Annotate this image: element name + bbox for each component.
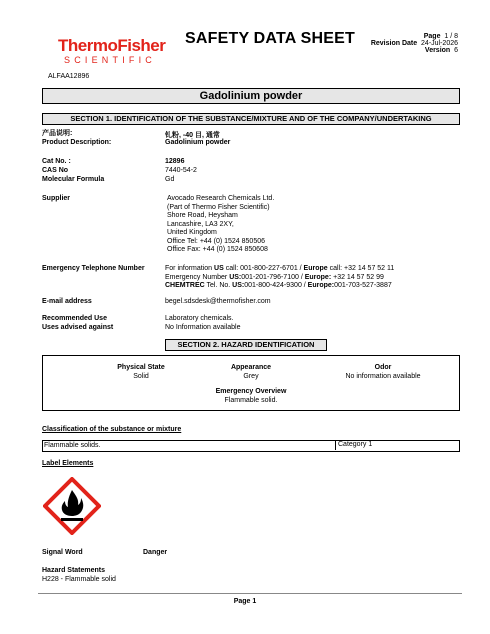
- cas-label: CAS No: [42, 167, 69, 174]
- hazard-statement: H228 - Flammable solid: [42, 576, 116, 583]
- version: Version 6: [424, 47, 458, 54]
- hazard-summary-box: [42, 355, 460, 411]
- cat-no-label: Cat No. :: [42, 158, 71, 165]
- email-value[interactable]: begel.sdsdesk@thermofisher.com: [165, 298, 271, 305]
- page-indicator: Page 1 / 8: [423, 33, 458, 40]
- supplier-address: [167, 195, 274, 255]
- classification-heading: Classification of the substance or mixture: [42, 426, 182, 433]
- emergency-label: Emergency Telephone Number: [42, 265, 145, 272]
- logo-thermofisher: ThermoFisher: [58, 36, 166, 55]
- supplier-line: Avocado Research Chemicals Ltd.: [167, 195, 275, 202]
- hazard-statements-label: Hazard Statements: [42, 567, 106, 574]
- classification-name: Flammable solids.: [44, 442, 101, 449]
- supplier-line: Office Fax: +44 (0) 1524 850608: [167, 246, 268, 253]
- classification-category: Category 1: [335, 440, 372, 450]
- product-desc-label: Product Description:: [42, 139, 112, 146]
- uses-against-value: No Information available: [165, 324, 241, 331]
- email-label: E-mail address: [42, 298, 92, 305]
- revision-date: Revision Date 24-Jul-2026: [370, 40, 458, 47]
- product-name-banner: Gadolinium powder: [42, 88, 460, 104]
- uses-against-label: Uses advised against: [42, 324, 114, 331]
- document-code: ALFAA12896: [48, 73, 90, 80]
- emergency-line-2: Emergency Number US:001-201-796-7100 / Europe: +32 14 57 52 99: [165, 273, 384, 281]
- signal-word-value: Danger: [143, 549, 168, 556]
- odor: Odor No information available: [345, 364, 421, 380]
- classification-row: [42, 440, 460, 452]
- supplier-line: United Kingdom: [167, 229, 217, 236]
- chinese-value: 钆粉, -40 目, 通常: [165, 132, 220, 139]
- supplier-line: Lancashire, LA3 2XY,: [167, 220, 234, 228]
- formula-label: Molecular Formula: [42, 176, 105, 183]
- cas-value: 7440-54-2: [165, 167, 197, 174]
- document-title: SAFETY DATA SHEET: [185, 30, 355, 47]
- flame-pictogram-icon: [43, 477, 101, 535]
- cat-no-value: 12896: [165, 158, 185, 165]
- section1-heading: SECTION 1. IDENTIFICATION OF THE SUBSTANCE/MIXTURE AND OF THE COMPANY/UNDERTAKING: [42, 113, 460, 125]
- footer-page-number: Page 1: [233, 598, 257, 605]
- emergency-overview: Emergency Overview Flammable solid.: [215, 388, 287, 404]
- emergency-line-3: CHEMTREC Tel. No. US:001-800-424-9300 / Europe:001-703-527-3887: [165, 282, 392, 289]
- supplier-line: Shore Road, Heysham: [167, 212, 238, 219]
- signal-word-label: Signal Word: [42, 549, 83, 556]
- footer-divider: [38, 593, 462, 594]
- supplier-line: Office Tel: +44 (0) 1524 850506: [167, 237, 266, 245]
- appearance: Appearance Grey: [230, 364, 272, 380]
- formula-value: Gd: [165, 176, 175, 183]
- product-desc-value: Gadolinium powder: [165, 139, 231, 146]
- emergency-numbers: [165, 265, 394, 291]
- meta-block: [360, 33, 458, 54]
- rec-use-label: Recommended Use: [42, 315, 107, 322]
- rec-use-value: Laboratory chemicals.: [165, 315, 234, 322]
- supplier-label: Supplier: [42, 195, 71, 202]
- label-elements-heading: Label Elements: [42, 460, 94, 467]
- section2-heading: SECTION 2. HAZARD IDENTIFICATION: [165, 339, 327, 351]
- logo-scientific: SCIENTIFIC: [64, 55, 157, 65]
- supplier-line: (Part of Thermo Fisher Scientific): [167, 203, 270, 211]
- emergency-line-1: For information US call: 001-800-227-6701 / Europe call: +32 14 57 52 11: [165, 265, 395, 272]
- chinese-label: 产品说明:: [42, 130, 73, 137]
- physical-state: Physical State Solid: [117, 364, 165, 380]
